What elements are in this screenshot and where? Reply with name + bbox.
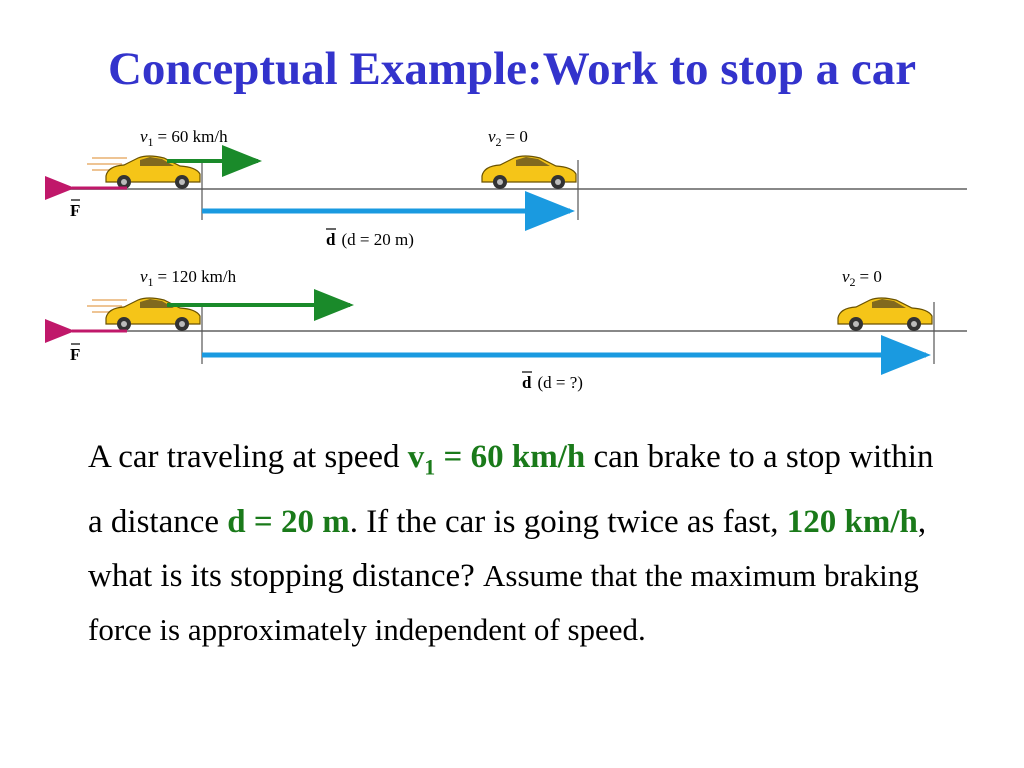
stopping-distance: d = 20 m	[227, 503, 350, 540]
distance-symbol: d	[522, 373, 532, 392]
v1-value: = 60 km/h	[157, 127, 228, 146]
distance-symbol: d	[326, 230, 336, 249]
svg-text:v2= 0: $v_2 = 0$	[842, 267, 882, 289]
force-label: F	[70, 345, 81, 364]
moving-car	[106, 298, 200, 331]
v1-symbol: v	[140, 127, 148, 146]
stopped-car	[838, 298, 932, 331]
svg-text:v2= 0: $v_2 = 0$	[488, 127, 528, 149]
v2-symbol: v	[488, 127, 496, 146]
force-label: F	[70, 201, 81, 220]
problem-statement: A car traveling at speed $v_1 = 60$ km/h can brake to a stop within a distance d = 20 m. If the car is going twice as fast, 120 km/h, what is its stopping distance? Assume that the maximum braking force is approximately independent of speed.	[88, 439, 934, 647]
distance-value: (d = 20 m)	[341, 230, 414, 249]
top-scenario	[62, 127, 967, 249]
bottom-scenario	[62, 267, 967, 392]
v2-value: = 0	[505, 127, 528, 146]
stopped-car	[482, 156, 576, 189]
car-braking-figure	[32, 112, 992, 408]
initial-speed: $v_1 = 60$ km/h	[407, 439, 586, 480]
distance-value: (d = ?)	[537, 373, 583, 392]
svg-text:d(d = ?)	[522, 373, 583, 392]
doubled-speed: 120 km/h	[786, 503, 918, 540]
v1-value: = 120 km/h	[157, 267, 237, 286]
v2-symbol: v	[842, 267, 850, 286]
svg-text:v1= 120 km/h: $v_1 = 120$ km/h	[140, 267, 237, 289]
assumption-text: Assume that the maximum braking force is approximately independent of speed.	[88, 557, 919, 647]
v1-symbol: v	[140, 267, 148, 286]
svg-text:v1= 60 km/h: $v_1 = 60$ km/h	[140, 127, 228, 149]
v2-value: = 0	[859, 267, 882, 286]
slide-title: Conceptual Example:Work to stop a car	[107, 43, 917, 95]
svg-text:d(d = 20 m)	[326, 230, 414, 249]
